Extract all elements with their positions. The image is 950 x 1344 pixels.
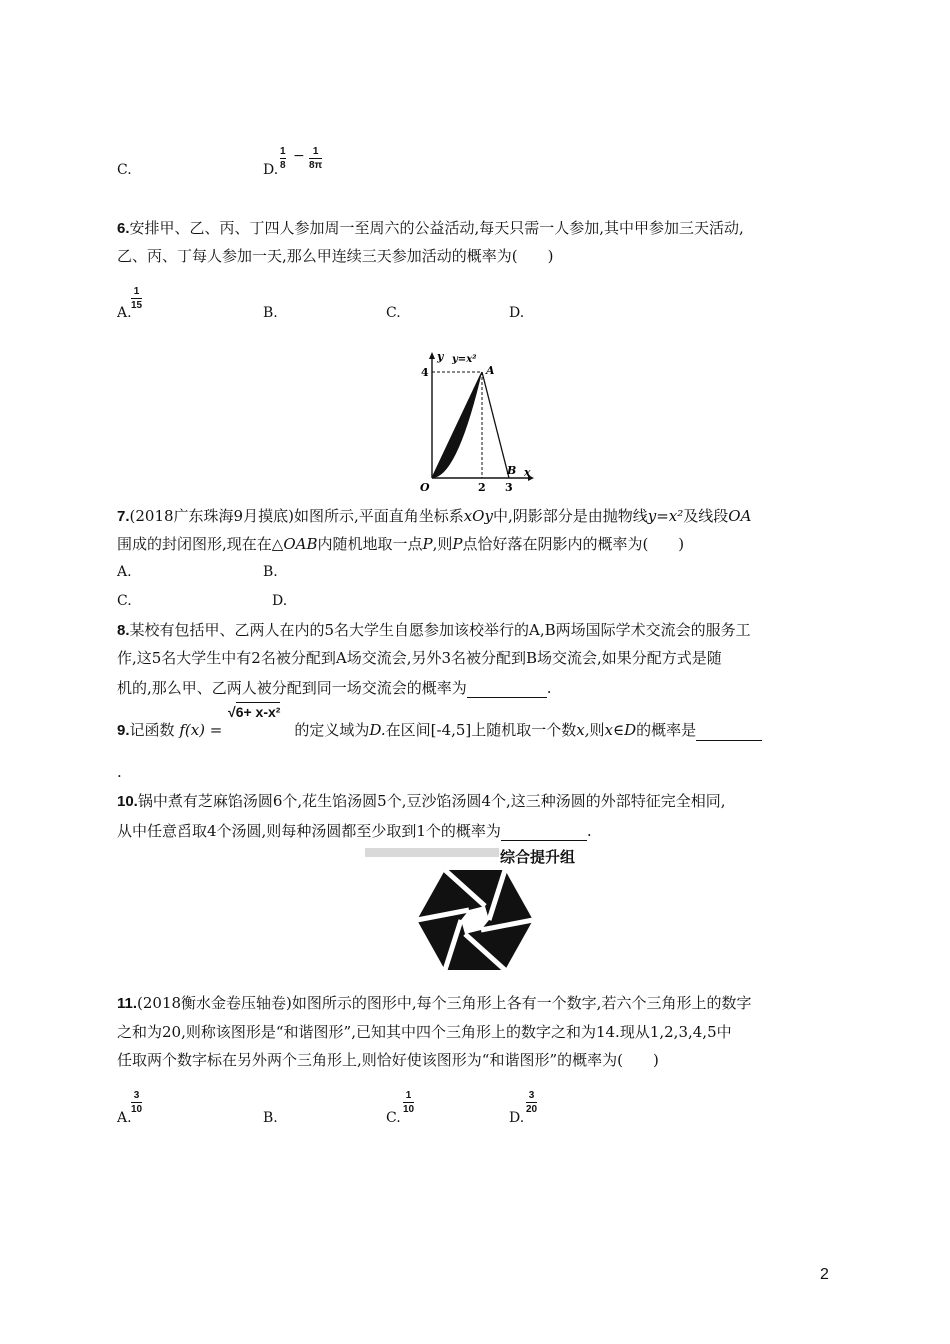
q7-option-b: B. bbox=[263, 564, 278, 580]
q9-number: 9. bbox=[117, 722, 130, 739]
q10-line-2: 从中任意舀取4个汤圆,则每种汤圆都至少取到1个的概率为 . bbox=[117, 822, 592, 840]
q10-number: 10. bbox=[117, 793, 138, 810]
q8-line-1: 8.某校有包括甲、乙两人在内的5名大学生自愿参加该校举行的A,B两场国际学术交流会的服务工 bbox=[117, 621, 751, 639]
q6-option-d: D. bbox=[509, 305, 525, 321]
q7-line-1: 7.(2018广东珠海9月摸底)如图所示,平面直角坐标系xOy中,阴影部分是由抛物线y=x²及线段OA bbox=[117, 507, 752, 525]
q11-line-3: 任取两个数字标在另外两个三角形上,则恰好使该图形为“和谐图形”的概率为( ) bbox=[117, 1051, 659, 1069]
q11-hexagon-figure bbox=[415, 868, 535, 972]
q11-line-1: 11.(2018衡水金卷压轴卷)如图所示的图形中,每个三角形上各有一个数字,若六个三角形上的数字 bbox=[117, 994, 752, 1012]
q11-c-fraction: 1 10 bbox=[403, 1090, 415, 1115]
q11-a-fraction: 3 10 bbox=[131, 1090, 143, 1115]
q7-number: 7. bbox=[117, 508, 130, 525]
q5-d-fraction-2: 1 8π bbox=[309, 146, 323, 171]
y-axis-label: y bbox=[437, 350, 444, 363]
section-title: 综合提升组 bbox=[500, 849, 576, 866]
x-axis-label: x bbox=[524, 466, 531, 479]
q7-parabola-figure bbox=[412, 348, 537, 494]
section-header-bar bbox=[365, 848, 499, 857]
q11-option-a: A. bbox=[117, 1110, 132, 1126]
q6-option-b: B. bbox=[263, 305, 278, 321]
sqrt-icon: √ bbox=[228, 704, 236, 720]
q7-line-2: 围成的封闭图形,现在在△OAB内随机地取一点P,则P点恰好落在阴影内的概率为( ) bbox=[117, 535, 685, 553]
y-axis-arrow bbox=[429, 352, 435, 359]
q5-option-d: D. bbox=[263, 162, 279, 178]
q10-line-1: 10.锅中煮有芝麻馅汤圆6个,花生馅汤圆5个,豆沙馅汤圆4个,这三种汤圆的外部特征完全相同, bbox=[117, 792, 726, 810]
q8-number: 8. bbox=[117, 622, 130, 639]
q11-line-2: 之和为20,则称该图形是“和谐图形”,已知其中四个三角形上的数字之和为14.现从1,2,3,4,5中 bbox=[117, 1023, 732, 1041]
q9-sqrt-expression: √6+ x-x² bbox=[228, 704, 281, 720]
q5-d-minus: − bbox=[293, 148, 305, 164]
q7-option-a: A. bbox=[117, 564, 132, 580]
point-b-label: B bbox=[507, 464, 517, 477]
q5-option-c: C. bbox=[117, 162, 132, 178]
q11-option-b: B. bbox=[263, 1110, 278, 1126]
origin-label: O bbox=[420, 481, 430, 494]
q6-option-c: C. bbox=[386, 305, 401, 321]
q8-line-3: 机的,那么甲、乙两人被分配到同一场交流会的概率为 . bbox=[117, 679, 552, 697]
q6-option-a: A. bbox=[117, 305, 132, 321]
tick-2-label: 2 bbox=[478, 481, 486, 494]
tick-4-label: 4 bbox=[421, 366, 429, 379]
q11-option-d: D. bbox=[509, 1110, 525, 1126]
q9-answer-blank bbox=[696, 720, 762, 741]
q9-line-1: 9.记函数 f(x) = 的定义域为D.在区间[-4,5]上随机取一个数x,则x∈D的概率是 bbox=[117, 720, 762, 741]
q9-line-2: . bbox=[117, 763, 122, 781]
q7-option-d: D. bbox=[272, 593, 288, 609]
q6-line-1: 6.安排甲、乙、丙、丁四人参加周一至周六的公益活动,每天只需一人参加,其中甲参加三天活动, bbox=[117, 219, 744, 237]
q7-option-c: C. bbox=[117, 593, 132, 609]
segment-oa bbox=[432, 372, 482, 478]
q6-number: 6. bbox=[117, 220, 130, 237]
q5-d-fraction-1: 1 8 bbox=[280, 146, 286, 171]
curve-label: y=x² bbox=[452, 354, 477, 365]
tick-3-label: 3 bbox=[505, 481, 513, 494]
q11-number: 11. bbox=[117, 995, 138, 1012]
q11-d-fraction: 3 20 bbox=[526, 1090, 538, 1115]
q10-answer-blank bbox=[501, 820, 587, 841]
segment-ab bbox=[482, 372, 509, 478]
q6-a-fraction: 1 15 bbox=[131, 286, 143, 311]
q8-line-2: 作,这5名大学生中有2名被分配到A场交流会,另外3名被分配到B场交流会,如果分配方式是随 bbox=[117, 649, 722, 667]
q8-answer-blank bbox=[467, 677, 547, 698]
page-number: 2 bbox=[820, 1266, 829, 1283]
point-a-label: A bbox=[486, 364, 495, 377]
q6-line-2: 乙、丙、丁每人参加一天,那么甲连续三天参加活动的概率为( ) bbox=[117, 247, 554, 265]
q11-option-c: C. bbox=[386, 1110, 401, 1126]
